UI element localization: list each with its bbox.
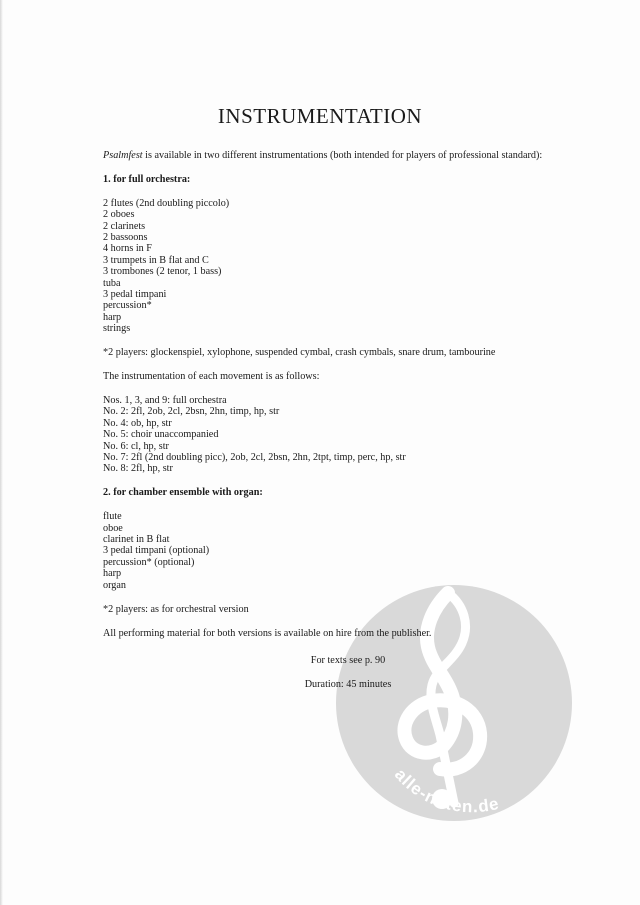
movements-intro: The instrumentation of each movement is as follows: (103, 371, 320, 383)
full-orchestra-list (103, 198, 593, 335)
instrumentation-text (103, 150, 593, 691)
list-item: No. 5: choir unaccompanied (103, 429, 219, 441)
list-item: tuba (103, 277, 121, 289)
watermark-text: alle-noten.de (390, 765, 502, 817)
list-item: 2 flutes (2nd doubling piccolo) (103, 197, 230, 209)
percussion-footnote: *2 players: glockenspiel, xylophone, suspended cymbal, crash cymbals, snare drum, tambourine (103, 347, 496, 359)
list-item: harp (103, 311, 122, 323)
intro-text: is available in two different instrumentations (both intended for players of professional standard): (142, 150, 543, 161)
list-item: 3 trumpets in B flat and C (103, 254, 209, 266)
list-item: oboe (103, 522, 123, 534)
movements-list (103, 395, 593, 475)
list-item: 2 bassoons (103, 232, 148, 244)
page-title: INSTRUMENTATION (217, 104, 423, 128)
list-item: No. 8: 2fl, hp, str (103, 463, 173, 475)
list-item: No. 7: 2fl (2nd doubling picc), 2ob, 2cl, 2bsn, 2hn, 2tpt, timp, perc, hp, str (103, 452, 406, 464)
list-item: percussion* (optional) (103, 556, 195, 568)
chamber-footnote: *2 players: as for orchestral version (103, 603, 249, 615)
texts-note: For texts see p. 90 (310, 655, 386, 667)
duration: Duration: 45 minutes (304, 679, 392, 691)
list-item: No. 6: cl, hp, str (103, 440, 169, 452)
list-item: 2 clarinets (103, 220, 146, 232)
list-item: clarinet in B flat (103, 534, 170, 546)
list-item: 2 oboes (103, 209, 135, 221)
list-item: strings (103, 323, 131, 335)
chamber-heading: 2. for chamber ensemble with organ: (103, 487, 263, 499)
work-title: Psalmfest (103, 150, 143, 161)
list-item: percussion* (103, 300, 152, 312)
list-item: 3 trombones (2 tenor, 1 bass) (103, 266, 222, 278)
list-item: harp (103, 568, 122, 580)
list-item: flute (103, 511, 122, 523)
list-item: No. 2: 2fl, 2ob, 2cl, 2bsn, 2hn, timp, hp, str (103, 406, 280, 418)
list-item: No. 4: ob, hp, str (103, 417, 172, 429)
chamber-list (103, 511, 593, 591)
list-item: 3 pedal timpani (103, 289, 167, 301)
list-item: Nos. 1, 3, and 9: full orchestra (103, 395, 227, 406)
full-orchestra-heading: 1. for full orchestra: (103, 173, 191, 185)
intro-paragraph (103, 150, 593, 161)
list-item: organ (103, 579, 127, 591)
page-edge-shadow (0, 0, 3, 905)
hire-note: All performing material for both versions is available on hire from the publisher. (103, 627, 432, 639)
list-item: 4 horns in F (103, 243, 152, 255)
list-item: 3 pedal timpani (optional) (103, 545, 210, 557)
